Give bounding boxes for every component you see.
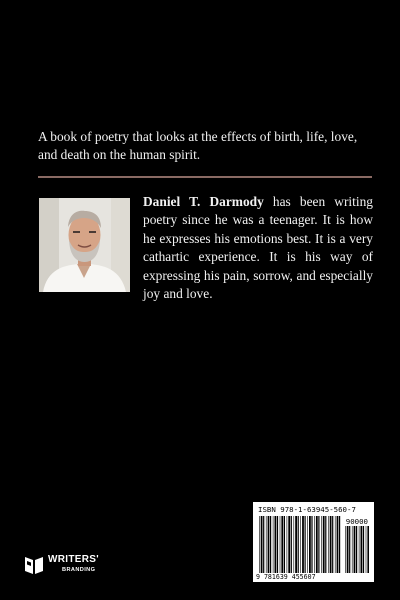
isbn-text: ISBN 978-1-63945-560-7 bbox=[258, 505, 356, 514]
author-bio-text: has been writing poetry since he was a teenager. It is how he expresses his emotions best. It is a very cathartic experience. It is his way of expressing his pain, sorrow, and especially joy and love. bbox=[143, 194, 373, 302]
author-bio bbox=[143, 193, 373, 303]
ean-text: 9 781639 455607 bbox=[256, 573, 316, 581]
tagline: A book of poetry that looks at the effects of birth, life, love, and death on the human spirit. bbox=[38, 129, 358, 162]
publisher-name: WRITERS' bbox=[48, 554, 99, 565]
price-code: 90000 bbox=[345, 517, 368, 526]
book-icon bbox=[24, 553, 44, 575]
publisher-subtitle: BRANDING bbox=[62, 567, 96, 573]
isbn-barcode bbox=[253, 502, 374, 582]
divider bbox=[38, 176, 372, 178]
barcode-bars bbox=[259, 516, 341, 573]
barcode-addon-bars bbox=[345, 526, 369, 573]
author-name: Daniel T. Darmody bbox=[143, 194, 264, 209]
author-photo bbox=[39, 198, 130, 292]
publisher-logo bbox=[24, 553, 128, 583]
